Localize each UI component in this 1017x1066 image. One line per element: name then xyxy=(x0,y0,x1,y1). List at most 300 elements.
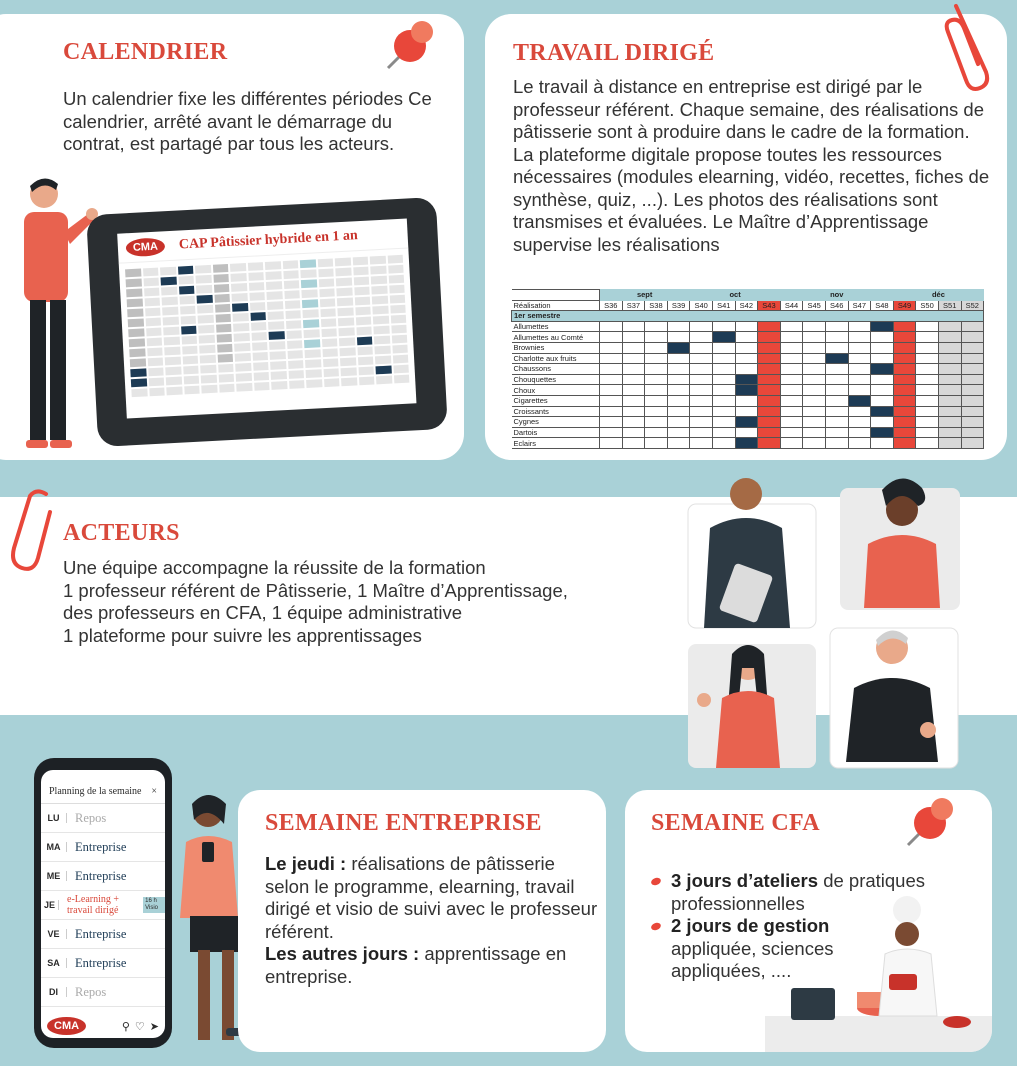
day-activity: Entreprise xyxy=(75,955,127,970)
table-cell xyxy=(848,342,871,353)
table-cell xyxy=(712,342,735,353)
man-thumbs-up-illustration xyxy=(8,172,103,457)
table-cell xyxy=(758,427,781,438)
close-icon[interactable]: × xyxy=(151,786,157,797)
table-cell xyxy=(667,438,690,449)
table-cell xyxy=(938,395,961,406)
calendar-cell xyxy=(269,331,285,340)
day-activity: Entreprise xyxy=(75,926,127,941)
table-cell xyxy=(667,385,690,396)
semaine-cfa-title: SEMAINE CFA xyxy=(651,810,820,836)
table-cell xyxy=(600,353,623,364)
calendar-cell xyxy=(235,353,251,362)
calendar-cell xyxy=(230,273,246,282)
calendar-tablet xyxy=(86,197,448,447)
table-cell xyxy=(712,353,735,364)
realisations-table xyxy=(511,289,984,449)
calendar-cell xyxy=(165,357,181,366)
day-key: ME xyxy=(41,871,67,881)
jeudi-label: Le jeudi : xyxy=(265,853,347,874)
cfa-bullet-bold: 2 jours de gestion xyxy=(671,915,830,936)
calendar-cell xyxy=(393,365,409,374)
table-cell xyxy=(622,353,645,364)
table-cell xyxy=(780,342,803,353)
calendar-cell xyxy=(305,349,321,358)
calendar-cell xyxy=(233,313,249,322)
calendar-cell xyxy=(301,289,317,298)
calendar-cell xyxy=(249,292,265,301)
table-cell xyxy=(690,353,713,364)
calendar-cell xyxy=(127,308,143,317)
table-cell xyxy=(780,438,803,449)
table-cell xyxy=(848,374,871,385)
table-cell xyxy=(916,342,939,353)
calendar-cell xyxy=(212,264,228,273)
calendar-cell xyxy=(287,340,303,349)
calendar-cell xyxy=(372,296,388,305)
realisation-name: Chaussons xyxy=(512,364,600,375)
table-cell xyxy=(667,417,690,428)
calendar-cell xyxy=(324,378,340,387)
table-cell xyxy=(961,427,984,438)
table-cell xyxy=(848,353,871,364)
calendar-cell xyxy=(352,257,368,266)
visio-badge: 16 h Visio xyxy=(143,897,165,913)
calendar-cell xyxy=(287,350,303,359)
calendar-cell xyxy=(268,321,284,330)
table-cell xyxy=(893,364,916,375)
week-header: S47 xyxy=(848,300,871,311)
day-activity: e-Learning + travail dirigé xyxy=(67,894,120,916)
table-cell xyxy=(938,427,961,438)
table-cell xyxy=(871,332,894,343)
table-cell xyxy=(916,395,939,406)
calendar-cell xyxy=(271,371,287,380)
table-cell xyxy=(803,427,826,438)
planning-day-row[interactable] xyxy=(41,862,165,891)
week-header: S37 xyxy=(622,300,645,311)
calendar-cell xyxy=(234,343,250,352)
calendar-cell xyxy=(197,305,213,314)
table-cell xyxy=(916,353,939,364)
calendar-cell xyxy=(388,275,404,284)
calendar-cell xyxy=(162,307,178,316)
calendar-cell xyxy=(252,342,268,351)
table-cell xyxy=(780,406,803,417)
table-cell xyxy=(780,321,803,332)
table-cell xyxy=(600,385,623,396)
table-cell xyxy=(803,385,826,396)
calendar-cell xyxy=(251,332,267,341)
calendar-cell xyxy=(125,269,141,278)
paperclip-icon xyxy=(944,2,994,92)
table-cell xyxy=(961,406,984,417)
table-cell xyxy=(848,438,871,449)
table-cell xyxy=(600,374,623,385)
calendar-cell xyxy=(391,335,407,344)
cfa-bullet-text: appliquée, sciences appliquées, .... xyxy=(671,937,834,981)
calendar-cell xyxy=(216,324,232,333)
calendar-cell xyxy=(146,338,162,347)
calendar-cell xyxy=(391,325,407,334)
calendar-cell xyxy=(161,277,177,286)
calendar-cell xyxy=(370,256,386,265)
calendar-cell xyxy=(201,375,217,384)
calendar-cell xyxy=(306,369,322,378)
table-cell xyxy=(825,438,848,449)
calendar-cell xyxy=(181,336,197,345)
calendar-cell xyxy=(372,306,388,315)
calendar-cell xyxy=(392,345,408,354)
acteurs-title: ACTEURS xyxy=(63,520,180,546)
calendar-cell xyxy=(144,288,160,297)
table-cell xyxy=(893,395,916,406)
table-cell xyxy=(758,406,781,417)
table-cell xyxy=(600,417,623,428)
calendar-cell xyxy=(300,269,316,278)
day-key: SA xyxy=(41,958,67,968)
table-cell xyxy=(893,406,916,417)
table-cell xyxy=(825,332,848,343)
table-cell xyxy=(893,385,916,396)
calendar-cell xyxy=(389,285,405,294)
calendar-cell xyxy=(200,365,216,374)
planning-days xyxy=(41,804,165,1007)
calendar-cell xyxy=(266,291,282,300)
table-cell xyxy=(848,385,871,396)
table-cell xyxy=(825,342,848,353)
calendar-cell xyxy=(285,310,301,319)
table-cell xyxy=(622,332,645,343)
table-cell xyxy=(848,321,871,332)
calendar-cell xyxy=(265,261,281,270)
calendar-cell xyxy=(285,320,301,329)
calendar-cell xyxy=(269,341,285,350)
table-cell xyxy=(871,395,894,406)
calendar-cell xyxy=(302,309,318,318)
table-cell xyxy=(600,395,623,406)
day-key: DI xyxy=(41,987,67,997)
table-cell xyxy=(825,385,848,396)
calendar-cell xyxy=(266,281,282,290)
calendar-cell xyxy=(177,266,193,275)
planning-header xyxy=(41,770,165,804)
calendar-cell xyxy=(129,348,145,357)
planning-day-row[interactable] xyxy=(41,891,165,920)
calendar-cell xyxy=(195,275,211,284)
table-cell xyxy=(712,417,735,428)
table-cell xyxy=(961,364,984,375)
table-cell xyxy=(690,417,713,428)
calendar-cell xyxy=(248,282,264,291)
table-cell xyxy=(825,364,848,375)
table-cell xyxy=(848,406,871,417)
table-cell xyxy=(871,417,894,428)
calendar-cell xyxy=(180,316,196,325)
acteurs-line: des professeurs en CFA, 1 équipe administrative xyxy=(63,602,462,623)
table-row xyxy=(512,438,984,449)
table-cell xyxy=(622,385,645,396)
table-cell xyxy=(645,385,668,396)
calendar-cell xyxy=(341,367,357,376)
table-cell xyxy=(667,342,690,353)
table-cell xyxy=(780,332,803,343)
table-cell xyxy=(622,364,645,375)
table-cell xyxy=(667,395,690,406)
calendar-cell xyxy=(179,286,195,295)
table-cell xyxy=(893,417,916,428)
calendar-cell xyxy=(303,319,319,328)
semaine-entreprise-text xyxy=(265,853,600,988)
calendar-cell xyxy=(198,315,214,324)
calendar-cell xyxy=(164,337,180,346)
table-cell xyxy=(690,321,713,332)
calendar-cell xyxy=(182,346,198,355)
table-cell xyxy=(758,321,781,332)
calendar-cell xyxy=(353,267,369,276)
planning-day-row[interactable] xyxy=(41,804,165,833)
table-cell xyxy=(645,332,668,343)
calendar-cell xyxy=(252,352,268,361)
heart-icon[interactable]: ♡ xyxy=(134,1020,145,1033)
calendar-cell xyxy=(300,259,316,268)
table-cell xyxy=(645,374,668,385)
table-cell xyxy=(871,321,894,332)
table-cell xyxy=(916,438,939,449)
calendar-cell xyxy=(318,278,334,287)
table-cell xyxy=(848,417,871,428)
calendar-cell xyxy=(218,364,234,373)
calendar-cell xyxy=(338,327,354,336)
calendar-cell xyxy=(321,338,337,347)
table-cell xyxy=(690,438,713,449)
calendar-cell xyxy=(338,317,354,326)
table-cell xyxy=(916,427,939,438)
table-cell xyxy=(961,438,984,449)
table-cell xyxy=(690,385,713,396)
cma-logo: CMA xyxy=(125,237,165,257)
calendar-cell xyxy=(265,271,281,280)
month-header: sept xyxy=(600,290,690,301)
table-row xyxy=(512,364,984,375)
week-header: S52 xyxy=(961,300,984,311)
day-key: LU xyxy=(41,813,67,823)
jeudi-text: réalisations de pâtisserie selon le programme, elearning, travail dirigé et visio de suivi avec le professeur référent. xyxy=(265,853,598,942)
calendar-cell xyxy=(166,387,182,396)
calendar-cell xyxy=(163,317,179,326)
table-cell xyxy=(916,321,939,332)
calendar-cell xyxy=(370,266,386,275)
calendar-cell xyxy=(359,376,375,385)
semester-row xyxy=(512,311,984,322)
realisation-name: Allumettes au Comté xyxy=(512,332,600,343)
calendar-cell xyxy=(148,367,164,376)
calendar-cell xyxy=(373,326,389,335)
calendar-cell xyxy=(374,346,390,355)
table-cell xyxy=(758,395,781,406)
calendar-cell xyxy=(182,356,198,365)
calendar-cell xyxy=(354,297,370,306)
table-cell xyxy=(600,427,623,438)
calendar-cell xyxy=(371,276,387,285)
calendar-cell xyxy=(375,356,391,365)
travail-title: TRAVAIL DIRIGÉ xyxy=(513,40,715,66)
phone-screen xyxy=(41,770,165,1038)
table-cell xyxy=(712,332,735,343)
calendar-cell xyxy=(183,366,199,375)
calendar-cell xyxy=(282,260,298,269)
table-cell xyxy=(961,385,984,396)
table-cell xyxy=(961,342,984,353)
table-cell xyxy=(758,342,781,353)
autres-jours-text: apprentissage en entreprise. xyxy=(265,943,567,987)
table-cell xyxy=(758,438,781,449)
table-cell xyxy=(735,385,758,396)
table-cell xyxy=(893,374,916,385)
pushpin-icon xyxy=(382,16,442,76)
calendar-cell xyxy=(195,265,211,274)
table-cell xyxy=(893,427,916,438)
month-label-cell xyxy=(512,290,600,301)
calendar-cell xyxy=(218,374,234,383)
realisation-name: Dartois xyxy=(512,427,600,438)
semester-label: 1er semestre xyxy=(512,311,984,322)
calendar-cell xyxy=(303,329,319,338)
calendar-cell xyxy=(199,335,215,344)
calendar-cell xyxy=(232,303,248,312)
calendar-cell xyxy=(144,298,160,307)
calendar-cell xyxy=(387,255,403,264)
month-header: oct xyxy=(690,290,780,301)
semaine-entreprise-title: SEMAINE ENTREPRISE xyxy=(265,810,542,836)
planning-day-row[interactable] xyxy=(41,920,165,949)
month-header: nov xyxy=(780,290,893,301)
cma-logo: CMA xyxy=(47,1017,86,1035)
calendar-cell xyxy=(128,318,144,327)
table-cell xyxy=(780,427,803,438)
table-row xyxy=(512,385,984,396)
table-cell xyxy=(961,417,984,428)
calendar-cell xyxy=(283,280,299,289)
table-cell xyxy=(712,395,735,406)
week-header: S46 xyxy=(825,300,848,311)
calendar-cell xyxy=(306,379,322,388)
send-icon[interactable]: ➤ xyxy=(149,1020,159,1033)
calendar-cell xyxy=(376,376,392,385)
calendar-cell xyxy=(166,377,182,386)
calendar-cell xyxy=(392,355,408,364)
planning-day-row[interactable] xyxy=(41,949,165,978)
table-cell xyxy=(825,321,848,332)
calendar-cell xyxy=(216,334,232,343)
calendar-mini-grid xyxy=(119,249,416,404)
table-cell xyxy=(803,417,826,428)
table-cell xyxy=(780,417,803,428)
day-key: VE xyxy=(41,929,67,939)
table-cell xyxy=(803,332,826,343)
day-key: MA xyxy=(41,842,67,852)
calendar-cell xyxy=(393,375,409,384)
table-cell xyxy=(803,364,826,375)
table-cell xyxy=(916,385,939,396)
semaine-entreprise-card xyxy=(238,790,606,1052)
cfa-bullet-text: de pratiques professionnelles xyxy=(671,870,926,914)
table-cell xyxy=(645,342,668,353)
table-cell xyxy=(803,406,826,417)
table-cell xyxy=(871,406,894,417)
calendar-cell xyxy=(317,258,333,267)
acteurs-line: 1 professeur référent de Pâtisserie, 1 Maître d’Apprentissage, xyxy=(63,579,568,601)
table-cell xyxy=(938,438,961,449)
calendar-cell xyxy=(163,327,179,336)
table-cell xyxy=(848,364,871,375)
calendar-cell xyxy=(147,358,163,367)
calendar-cell xyxy=(146,328,162,337)
travail-text: Le travail à distance en entreprise est dirigé par le professeur référent. Chaque semaine, des réalisations de pâtisserie sont à produire dans le cadre de la formation. La plateforme digitale propose toutes les ressources nécessaires (modules elearning, vidéo, recettes, fiches de synthèse, quiz, ...). Les photos des réalisations sont transmises et évaluées. Le Maître d’Apprentissage supervise les réalisations xyxy=(513,76,990,255)
table-cell xyxy=(961,374,984,385)
calendar-cell xyxy=(233,323,249,332)
table-cell xyxy=(622,417,645,428)
table-cell xyxy=(622,427,645,438)
realisation-name: Croissants xyxy=(512,406,600,417)
calendar-cell xyxy=(390,315,406,324)
calendar-cell xyxy=(356,337,372,346)
day-activity: Entreprise xyxy=(75,868,127,883)
table-cell xyxy=(871,427,894,438)
day-activity: Repos xyxy=(75,810,107,825)
planning-day-row[interactable] xyxy=(41,978,165,1007)
table-cell xyxy=(622,374,645,385)
calendar-cell xyxy=(304,339,320,348)
table-cell xyxy=(758,385,781,396)
calendar-cell xyxy=(341,377,357,386)
table-cell xyxy=(938,332,961,343)
calendar-cell xyxy=(196,285,212,294)
calendar-cell xyxy=(321,328,337,337)
table-cell xyxy=(758,353,781,364)
planning-day-row[interactable] xyxy=(41,833,165,862)
table-cell xyxy=(871,385,894,396)
week-header: S44 xyxy=(780,300,803,311)
table-cell xyxy=(780,364,803,375)
table-cell xyxy=(645,438,668,449)
table-cell xyxy=(803,342,826,353)
realisation-name: Chouquettes xyxy=(512,374,600,385)
table-row xyxy=(512,353,984,364)
calendar-cell xyxy=(213,284,229,293)
table-cell xyxy=(780,395,803,406)
calendar-cell xyxy=(284,300,300,309)
table-cell xyxy=(803,438,826,449)
calendar-cell xyxy=(231,293,247,302)
calendar-cell xyxy=(131,378,147,387)
table-cell xyxy=(600,321,623,332)
calendar-cell xyxy=(374,336,390,345)
table-cell xyxy=(938,364,961,375)
table-cell xyxy=(645,406,668,417)
table-cell xyxy=(712,385,735,396)
calendar-cell xyxy=(215,304,231,313)
calendar-cell xyxy=(355,307,371,316)
calendar-cell xyxy=(147,348,163,357)
table-cell xyxy=(690,395,713,406)
table-cell xyxy=(712,427,735,438)
calendar-cell xyxy=(149,387,165,396)
search-icon[interactable]: ⚲ xyxy=(121,1020,130,1033)
table-cell xyxy=(712,374,735,385)
table-cell xyxy=(690,364,713,375)
calendar-cell xyxy=(270,361,286,370)
